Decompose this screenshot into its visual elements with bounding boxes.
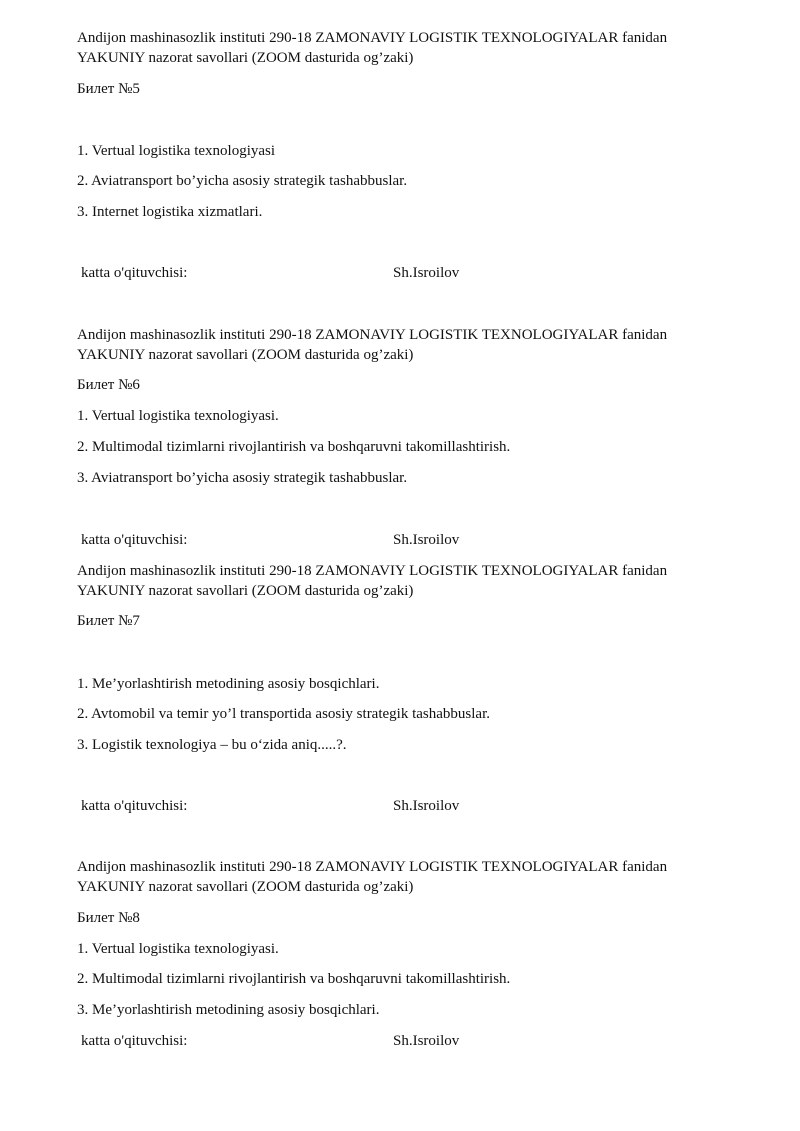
question-3: 3. Me’yorlashtirish metodining asosiy bosqichlari. [77,1002,380,1018]
teacher-name: Sh.Isroilov [393,1033,460,1049]
teacher-role: katta o'qituvchisi: [81,798,188,814]
header-line-1: Andijon mashinasozlik instituti 290-18 ZAMONAVIY LOGISTIK TEXNOLOGIYALAR fanidan [77,859,668,875]
teacher-role: katta o'qituvchisi: [81,265,188,281]
teacher-name: Sh.Isroilov [393,532,460,548]
header-line-2: YAKUNIY nazorat savollari (ZOOM dasturida og’zaki) [77,879,414,895]
ticket-title: Билет №7 [77,613,140,629]
question-1: 1. Vertual logistika texnologiyasi [77,143,276,159]
header-line-1: Andijon mashinasozlik instituti 290-18 ZAMONAVIY LOGISTIK TEXNOLOGIYALAR fanidan [77,563,668,579]
teacher-name: Sh.Isroilov [393,798,460,814]
question-2: 2. Multimodal tizimlarni rivojlantirish va boshqaruvni takomillashtirish. [77,439,511,455]
teacher-role: katta o'qituvchisi: [81,1033,188,1049]
teacher-name: Sh.Isroilov [393,265,460,281]
teacher-role: katta o'qituvchisi: [81,532,188,548]
header-line-2: YAKUNIY nazorat savollari (ZOOM dasturida og’zaki) [77,347,414,363]
ticket-title: Билет №5 [77,81,140,97]
header-line-1: Andijon mashinasozlik instituti 290-18 ZAMONAVIY LOGISTIK TEXNOLOGIYALAR fanidan [77,30,668,46]
ticket-title: Билет №8 [77,910,140,926]
question-2: 2. Multimodal tizimlarni rivojlantirish va boshqaruvni takomillashtirish. [77,971,511,987]
header-line-1: Andijon mashinasozlik instituti 290-18 ZAMONAVIY LOGISTIK TEXNOLOGIYALAR fanidan [77,327,668,343]
ticket-title: Билет №6 [77,377,140,393]
question-3: 3. Logistik texnologiya – bu o‘zida aniq.....?. [77,737,347,753]
question-3: 3. Internet logistika xizmatlari. [77,204,263,220]
question-2: 2. Aviatransport bo’yicha asosiy strategik tashabbuslar. [77,173,408,189]
question-3: 3. Aviatransport bo’yicha asosiy strategik tashabbuslar. [77,470,408,486]
question-1: 1. Vertual logistika texnologiyasi. [77,941,279,957]
question-2: 2. Avtomobil va temir yo’l transportida asosiy strategik tashabbuslar. [77,706,490,722]
question-1: 1. Me’yorlashtirish metodining asosiy bosqichlari. [77,676,380,692]
question-1: 1. Vertual logistika texnologiyasi. [77,408,279,424]
header-line-2: YAKUNIY nazorat savollari (ZOOM dasturida og’zaki) [77,583,414,599]
header-line-2: YAKUNIY nazorat savollari (ZOOM dasturida og’zaki) [77,50,414,66]
